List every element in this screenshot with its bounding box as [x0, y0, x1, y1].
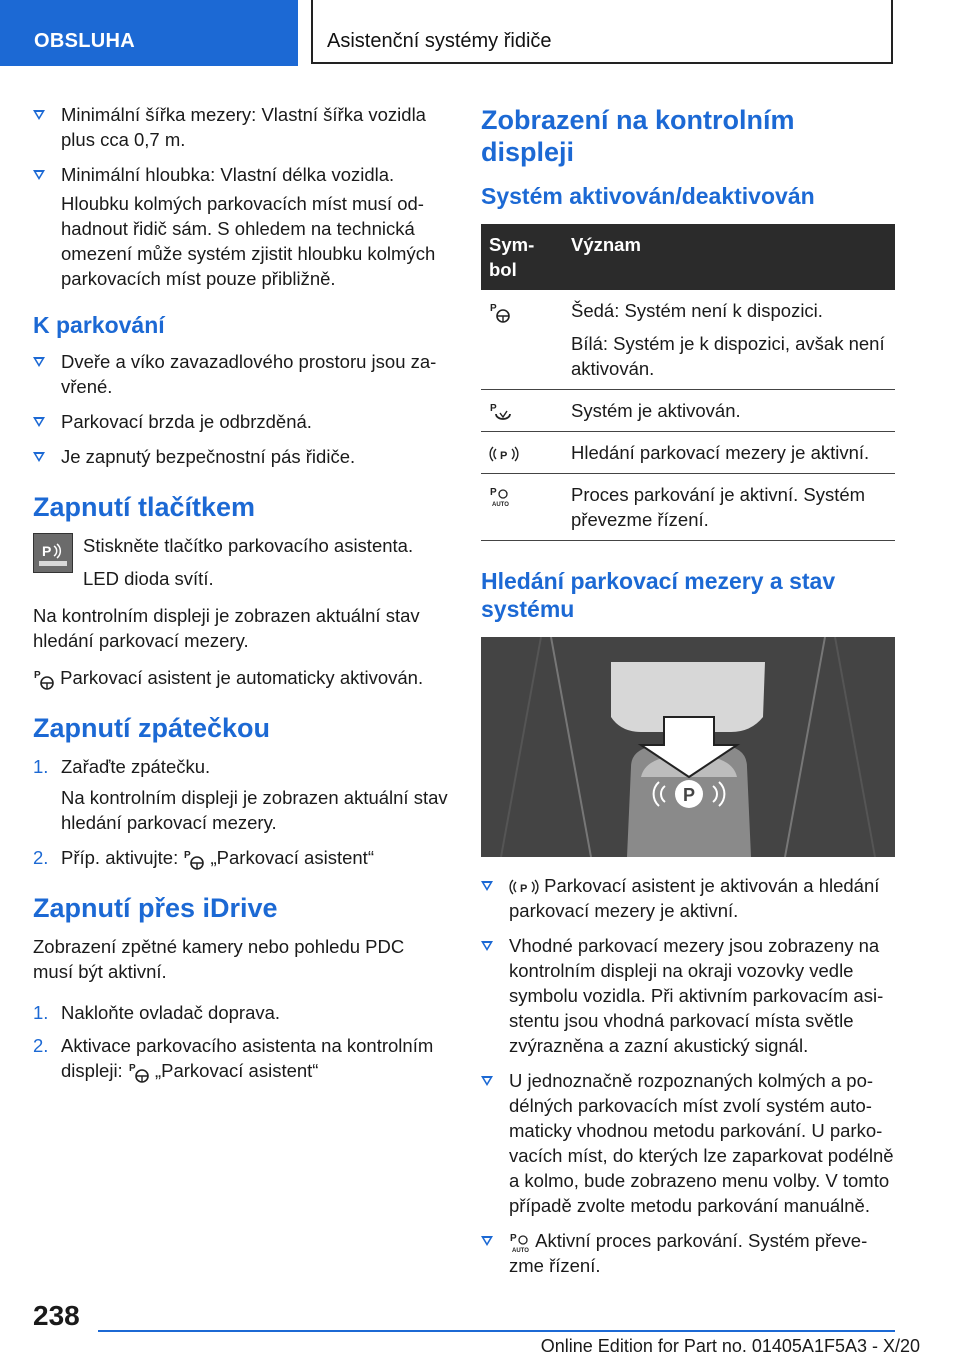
svg-text:P: P [34, 670, 41, 682]
heading-zapnuti-tlacitkem: Zapnutí tlačítkem [33, 492, 256, 522]
svg-text:P: P [490, 303, 497, 315]
bullet-triangle-icon [481, 881, 493, 891]
svg-text:P: P [42, 543, 52, 559]
park-assist-steering-icon [489, 301, 511, 323]
list-item: Minimální šířka mezery: Vlastní šířka vozidla plus cca 0,7 m. [33, 102, 448, 152]
heading-zapnuti-zpateckou: Zapnutí zpátečkou [33, 713, 271, 744]
svg-text:P: P [490, 403, 497, 415]
list-item: Vhodné parkovací mezery jsou zobrazeny na kontrolním displeji na okraji vozovky vedle symbolu vozidla. Při aktivním parkovacím asistentu jsou vhodná parkovací místa světle zvýrazněna a zazní akustický signál. [481, 933, 895, 1058]
svg-text:AUTO: AUTO [492, 502, 509, 508]
bullet-triangle-icon [33, 417, 45, 427]
column-header: Význam [563, 224, 895, 290]
park-auto-icon [509, 1231, 531, 1253]
list-item: Je zapnutý bezpečnostní pás řidiče. [33, 444, 448, 469]
table-row: P AUTO Proces parkování je aktivní. Systém převezme řízení. [481, 474, 895, 541]
bullet-triangle-icon [33, 170, 45, 180]
heading-zapnuti-pres-idrive: Zapnutí přes iDrive [33, 893, 278, 924]
park-auto-icon [489, 485, 511, 507]
park-assist-active-icon [489, 401, 511, 423]
list-item-note: Hloubku kolmých parkovacích míst musí odhadnout řidič sám. S ohledem na technická omezení může systém zjistit hloubku kolmých parkovacích míst pouze přibližně. [61, 193, 436, 289]
park-search-icon [509, 876, 539, 898]
list-item: Dveře a víko zavazadlového prostoru jsou zavřené. [33, 349, 448, 399]
right-column [481, 104, 895, 1288]
footer-divider [98, 1330, 895, 1332]
park-assist-button-icon [33, 533, 73, 573]
svg-text:P: P [683, 785, 696, 806]
list-item: P Parkovací asistent je aktivován a hledání parkovací mezery je aktivní. [481, 873, 895, 923]
park-assist-steering-icon [183, 848, 205, 870]
svg-text:P: P [184, 850, 192, 862]
list-item: 1. Nakloňte ovladač doprava. [33, 1002, 281, 1024]
heading-hledani: Hledání parkovací mezery a stav systému [481, 568, 836, 623]
heading-zobrazeni: Zobrazení na kontrolním displeji [481, 105, 795, 167]
table-header-row [481, 224, 895, 290]
bullet-triangle-icon [481, 941, 493, 951]
list-item: 2. Aktivace parkovacího asistenta na kontrolním displeji: P „Parkovací asistent“ [33, 1033, 448, 1083]
svg-text:P: P [490, 487, 497, 499]
svg-text:P: P [500, 450, 508, 463]
svg-text:P: P [520, 883, 528, 896]
list-item: 2. Příp. aktivujte: P „Parkovací asistent“ [33, 845, 448, 870]
bullet-triangle-icon [481, 1076, 493, 1086]
svg-text:AUTO: AUTO [512, 1248, 529, 1254]
left-column [33, 102, 448, 1091]
table-row: P Hledání parkovací mezery je aktivní. [481, 432, 895, 474]
list-item-note: Na kontrolním displeji je zobrazen aktuální stav hledání parkovací mezery. [61, 787, 448, 834]
table-row: P Systém je aktivován. [481, 390, 895, 432]
list-item: U jednoznačně rozpoznaných kolmých a podélných parkovacích míst zvolí systém automaticky vhodnou metodu parkování. U parkovacích míst, do kterých lze zaparkovat podélně a kolmo, bude zobrazeno menu volby. V tomto případě zvolte metodu parkování manuálně. [481, 1068, 895, 1218]
section-label: OBSLUHA [34, 30, 135, 52]
bullet-triangle-icon [481, 1236, 493, 1246]
list-item: Parkovací brzda je odbrzděná. [33, 409, 448, 434]
paragraph: Na kontrolním displeji je zobrazen aktuální stav hledání parkovací mezery. [33, 605, 420, 651]
park-search-icon [489, 443, 519, 465]
park-assist-steering-icon [33, 668, 55, 690]
bullet-triangle-icon [33, 110, 45, 120]
symbol-table [481, 224, 895, 541]
page-number: 238 [33, 1300, 80, 1331]
page-header [0, 0, 960, 66]
bullet-triangle-icon [33, 452, 45, 462]
bullet-triangle-icon [33, 357, 45, 367]
list-item: P AUTO Aktivní proces parkování. Systém převezme řízení. [481, 1228, 895, 1278]
svg-text:P: P [510, 1233, 517, 1245]
button-instruction: P Stiskněte tlačítko parkovacího asistenta. LED dioda svítí. [33, 533, 448, 591]
section-tab [0, 0, 298, 66]
svg-text:P: P [128, 1063, 136, 1075]
column-header: Symbol [481, 224, 563, 290]
chapter-tab [311, 0, 893, 64]
heading-k-parkovani: K parkování [33, 312, 165, 338]
chapter-title: Asistenční systémy řidiče [327, 30, 552, 52]
list-item: 1. Zařaďte zpátečku. [33, 756, 211, 778]
park-assist-steering-icon [128, 1061, 150, 1083]
edition-text: Online Edition for Part no. 01405A1F5A3 - X/20 [540, 1336, 920, 1356]
list-item: Minimální hloubka: Vlastní délka vozidla. [33, 162, 448, 187]
parking-display-illustration [481, 637, 895, 857]
table-row: P Šedá: Systém není k dispozici. Bílá: Systém je k dispozici, avšak není aktivován. [481, 290, 895, 390]
paragraph: Zobrazení zpětné kamery nebo pohledu PDC musí být aktivní. [33, 936, 405, 983]
paragraph: P Parkovací asistent je automaticky aktivován. [33, 665, 448, 690]
heading-system-aktivovan: Systém aktivován/deaktivován [481, 183, 815, 209]
